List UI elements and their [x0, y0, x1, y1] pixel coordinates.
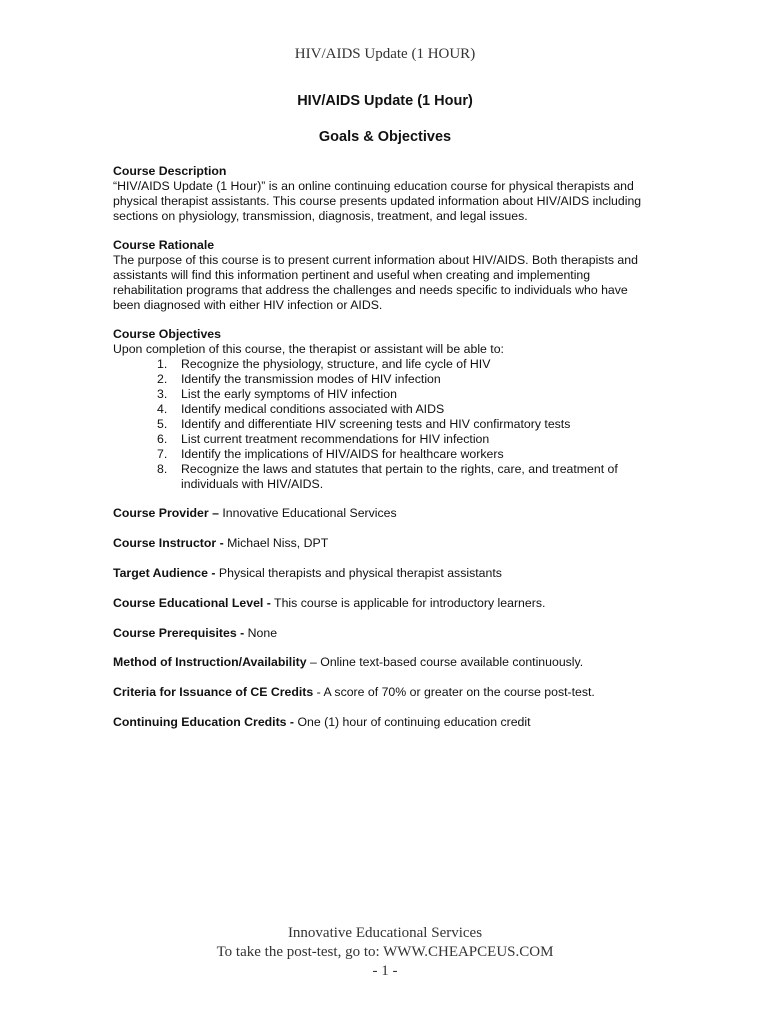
field-value: None	[244, 626, 278, 640]
course-description-heading: Course Description	[113, 164, 227, 178]
objective-item	[113, 372, 673, 387]
objectives-list	[113, 357, 673, 492]
course-instructor-field	[113, 536, 713, 551]
objective-number: 1.	[157, 357, 168, 371]
objective-number: 3.	[157, 387, 168, 401]
objective-text: Recognize the physiology, structure, and life cycle of HIV	[181, 357, 491, 371]
course-objectives-intro: Upon completion of this course, the therapist or assistant will be able to:	[113, 342, 504, 356]
objective-item	[113, 357, 673, 372]
objective-item	[113, 387, 673, 402]
field-label: Target Audience -	[113, 566, 216, 580]
objective-number: 2.	[157, 372, 168, 386]
ce-criteria-field	[113, 685, 713, 700]
objective-item	[113, 432, 673, 447]
objective-text: Identify the transmission modes of HIV infection	[181, 372, 441, 386]
method-of-instruction-field	[113, 655, 713, 670]
objective-text: Identify the implications of HIV/AIDS for healthcare workers	[181, 447, 504, 461]
field-label: Course Instructor -	[113, 536, 224, 550]
objective-number: 4.	[157, 402, 168, 416]
document-title: HIV/AIDS Update (1 Hour)	[297, 93, 473, 109]
field-value: One (1) hour of continuing education credit	[294, 715, 531, 729]
objective-item	[113, 462, 673, 492]
prerequisites-field	[113, 626, 713, 641]
objective-number: 5.	[157, 417, 168, 431]
field-value: – Online text-based course available continuously.	[306, 655, 584, 669]
field-value: Michael Niss, DPT	[223, 536, 329, 550]
objective-item	[113, 402, 673, 417]
objective-item	[113, 417, 673, 432]
field-value: Physical therapists and physical therapist assistants	[215, 566, 502, 580]
objective-item	[113, 447, 673, 462]
course-description-section	[113, 164, 673, 224]
objective-number: 7.	[157, 447, 168, 461]
objective-text: List the early symptoms of HIV infection	[181, 387, 397, 401]
field-label: Criteria for Issuance of CE Credits	[113, 685, 314, 699]
field-value: Innovative Educational Services	[218, 506, 397, 520]
target-audience-field	[113, 566, 713, 581]
objective-text: List current treatment recommendations for HIV infection	[181, 432, 490, 446]
course-objectives-heading: Course Objectives	[113, 327, 221, 341]
running-header: HIV/AIDS Update (1 HOUR)	[294, 46, 476, 62]
objective-text: Recognize the laws and statutes that pertain to the rights, care, and treatment of individuals with HIV/AIDS.	[181, 462, 618, 491]
course-provider-field	[113, 506, 713, 521]
objective-number: 8.	[157, 462, 168, 476]
ce-credits-field	[113, 715, 713, 730]
educational-level-field	[113, 596, 713, 611]
course-objectives-section	[113, 327, 673, 492]
field-label: Course Educational Level -	[113, 596, 271, 610]
footer-organization: Innovative Educational Services	[287, 925, 483, 941]
course-rationale-text: The purpose of this course is to present current information about HIV/AIDS. Both therapists and assistants will find this information pertinent and useful when creating and implementing rehabilitation programs that address the challenges and needs specific to individuals who have been diagnosed with either HIV infection or AIDS.	[113, 253, 638, 312]
objective-text: Identify medical conditions associated with AIDS	[181, 402, 445, 416]
course-rationale-heading: Course Rationale	[113, 238, 215, 252]
field-value: This course is applicable for introductory learners.	[270, 596, 546, 610]
course-description-text: “HIV/AIDS Update (1 Hour)” is an online continuing education course for physical therapists and physical therapist assistants. This course presents updated information about HIV/AIDS including sections on physiology, transmission, diagnosis, treatment, and legal issues.	[113, 179, 642, 223]
field-label: Continuing Education Credits -	[113, 715, 295, 729]
field-value: - A score of 70% or greater on the course post-test.	[313, 685, 595, 699]
objective-number: 6.	[157, 432, 168, 446]
course-rationale-section	[113, 238, 658, 313]
document-subtitle: Goals & Objectives	[318, 129, 452, 145]
objective-text: Identify and differentiate HIV screening tests and HIV confirmatory tests	[181, 417, 571, 431]
field-label: Course Prerequisites -	[113, 626, 245, 640]
field-label: Course Provider –	[113, 506, 219, 520]
page-number: - 1 -	[372, 963, 398, 979]
field-label: Method of Instruction/Availability	[113, 655, 307, 669]
footer-post-test-link: To take the post-test, go to: WWW.CHEAPCEUS.COM	[216, 944, 554, 960]
